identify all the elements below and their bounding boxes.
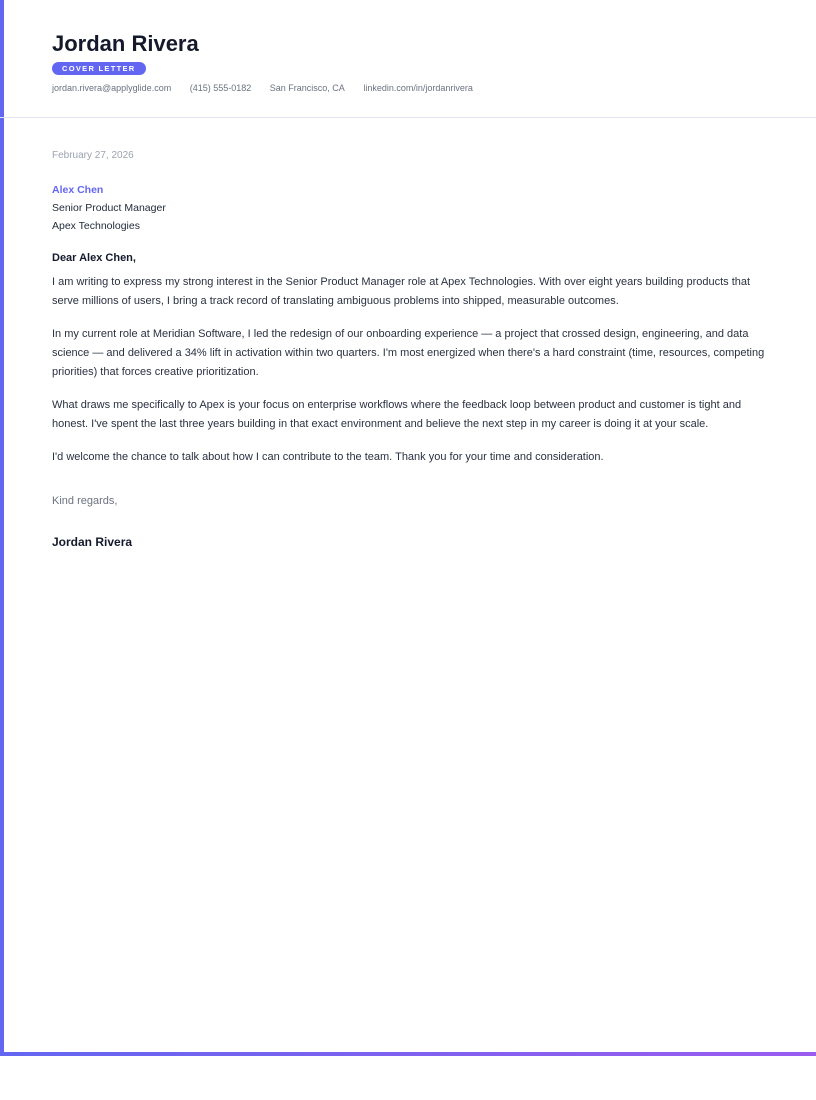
applicant-name: Jordan Rivera bbox=[52, 31, 199, 56]
recipient-name: Alex Chen bbox=[52, 184, 104, 196]
paragraph: I'd welcome the chance to talk about how I can contribute to the team. Thank you for your time and consideration. bbox=[52, 451, 604, 463]
accent-left-bar bbox=[0, 0, 4, 1052]
accent-bottom-bar bbox=[0, 1052, 816, 1056]
contact-email: jordan.rivera@applyglide.com bbox=[52, 83, 172, 93]
signature: Jordan Rivera bbox=[52, 535, 133, 549]
closing: Kind regards, bbox=[52, 495, 118, 507]
letter-header bbox=[0, 0, 816, 118]
letter-body bbox=[52, 150, 768, 549]
contact-phone: (415) 555-0182 bbox=[189, 83, 252, 93]
contact-linkedin: linkedin.com/in/jordanrivera bbox=[363, 83, 473, 93]
greeting: Dear Alex Chen, bbox=[52, 252, 136, 264]
contact-info bbox=[52, 83, 489, 93]
paragraph: In my current role at Meridian Software, I led the redesign of our onboarding experience — a project that crossed design, engineering, and data science — and delivered a 34% lift in activation within two quarters. I'm most energized when there's a hard constraint (time, resources, competing priorities) that forces creative prioritization. bbox=[52, 328, 765, 378]
paragraph: What draws me specifically to Apex is your focus on enterprise workflows where the feedback loop between product and customer is tight and honest. I've spent the last three years building in that exact environment and believe the next step in my career is doing it at your scale. bbox=[52, 399, 742, 430]
document-type-badge: COVER LETTER bbox=[52, 62, 146, 75]
paragraph: I am writing to express my strong interest in the Senior Product Manager role at Apex Technologies. With over eight years building products that serve millions of users, I bring a track record of translating ambiguous problems into shipped, measurable outcomes. bbox=[52, 276, 751, 307]
recipient-title: Senior Product Manager bbox=[52, 202, 166, 214]
recipient-company: Apex Technologies bbox=[52, 220, 140, 232]
contact-location: San Francisco, CA bbox=[269, 83, 345, 93]
letter-date: February 27, 2026 bbox=[52, 150, 134, 161]
